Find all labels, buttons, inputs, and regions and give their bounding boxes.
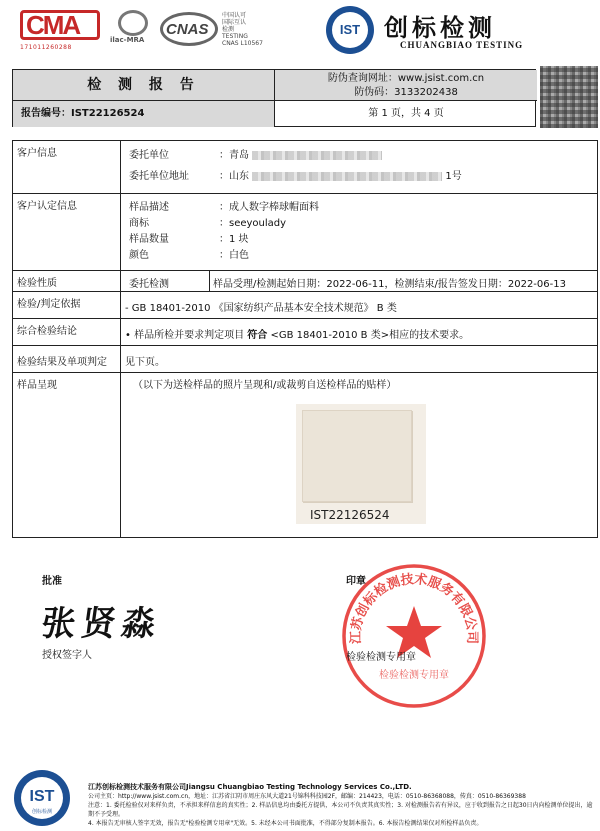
- client-name-redacted: [252, 151, 382, 160]
- company-seal: [338, 560, 490, 712]
- results-row: [13, 346, 597, 373]
- brand-name-cn: 创标检测: [384, 14, 496, 42]
- footer-logo-text: IST: [29, 788, 55, 805]
- footer-note-2: 4. 本报告无审核人签字无效，报告无"检验检测专用章"无效。5. 未经本公司书面批准，不得部分复制本报告。6. 本报告检测结果仅对所检样品负责。: [88, 820, 483, 827]
- ilac-text: ilac-MRA: [110, 36, 145, 44]
- ilac-ring-icon: [118, 10, 148, 36]
- sample-brand-key: 商标: [129, 218, 149, 229]
- seal-use-label: 检验检测专用章: [346, 652, 416, 663]
- sample-fabric-image: [302, 410, 412, 502]
- anti-fake-code: 防伪码：3133202438: [354, 87, 458, 98]
- test-dates: 样品受理/检测起始日期：2022-06-11，检测结束/报告签发日期：2022-06-13: [213, 279, 566, 290]
- conclusion-value: [125, 326, 469, 341]
- test-type: 委托检测: [129, 279, 169, 290]
- cma-logo-text: CMA: [26, 10, 80, 40]
- cnas-logo: [160, 8, 280, 52]
- footer-logo-ring: [14, 770, 70, 826]
- test-basis-row: [13, 292, 597, 319]
- page-header: [0, 0, 600, 64]
- ist-logo-text: IST: [339, 22, 361, 37]
- signer-label: 授权签字人: [42, 650, 92, 661]
- client-value-text: ：青岛: [219, 150, 249, 161]
- sample-desc-value: ：成人数字棒球帽面料: [219, 202, 319, 213]
- conclusion-pass: 符合: [247, 330, 268, 341]
- results-value: 见下页。: [125, 357, 165, 368]
- footer-ist-logo: [8, 770, 78, 826]
- footer-note-1: 注意：1. 委托检验仅对来样负责，不承担来样信息的真实性；2. 样品信息均由委托方提供，本公司不负责其真实性；3. 对检测报告若有异议，应于收到报告之日起30日内向检测单位提出，逾期不予受理。: [88, 802, 593, 818]
- cma-logo: [20, 10, 110, 54]
- sample-desc-key: 样品描述: [129, 202, 169, 213]
- customer-info-row: [13, 141, 597, 194]
- test-basis-value: - GB 18401-2010 《国家纺织产品基本安全技术规范》 B 类: [125, 303, 397, 314]
- sample-color-key: 颜色: [129, 250, 149, 261]
- address-value-text: ：山东: [219, 171, 249, 182]
- client-key: 委托单位: [129, 150, 169, 161]
- conclusion-text-pre: • 样品所检并要求判定项目: [125, 330, 248, 341]
- approve-label: 批准: [42, 576, 62, 587]
- anti-fake-site: 防伪查询网址：www.jsist.com.cn: [327, 73, 485, 84]
- report-head-table: [12, 69, 536, 127]
- client-value: [219, 146, 382, 161]
- results-label: 检验结果及单项判定: [13, 346, 121, 372]
- report-title: 检 测 报 告: [13, 70, 275, 101]
- footer-text: [88, 782, 594, 828]
- conclusion-row: [13, 319, 597, 346]
- test-basis-label: 检验/判定依据: [13, 292, 121, 318]
- report-number: 报告编号：IST22126524: [13, 101, 275, 127]
- qr-code: [540, 66, 598, 128]
- cma-number: 171011260288: [20, 44, 72, 51]
- address-key: 委托单位地址: [129, 171, 189, 182]
- cnas-text: CNAS: [166, 21, 209, 38]
- conclusion-text-post: <GB 18401-2010 B 类>相应的技术要求。: [267, 330, 470, 341]
- ist-logo: [326, 6, 374, 54]
- brand-name-en: CHUANGBIAO TESTING: [400, 40, 524, 50]
- sample-info-label: 客户认定信息: [13, 194, 121, 270]
- seal-bottom-text: 检验检测专用章: [379, 670, 449, 681]
- ilac-mra-logo: [110, 10, 160, 46]
- sample-color-value: ：白色: [219, 250, 249, 261]
- presentation-label: 样品呈现: [13, 373, 121, 537]
- sample-qty-value: ：1 块: [219, 234, 249, 245]
- nature-divider: [209, 271, 210, 291]
- conclusion-label: 综合检验结论: [13, 319, 121, 345]
- sample-info-row: [13, 194, 597, 271]
- presentation-note: （以下为送检样品的照片呈现和/或裁剪自送检样品的贴样）: [133, 380, 397, 391]
- address-redacted: [252, 172, 442, 181]
- page-indicator: 第 1 页，共 4 页: [368, 108, 444, 119]
- footer-logo-sub: 创标检测: [31, 809, 52, 815]
- footer-company: 江苏创标检测技术服务有限公司Jiangsu Chuangbiao Testing Technology Services Co.,LTD.: [88, 783, 412, 791]
- sample-photo-id: IST22126524: [310, 508, 390, 522]
- customer-info-label: 客户信息: [13, 141, 121, 193]
- seal-label: 印章: [346, 576, 366, 587]
- sample-brand-value: ：seeyoulady: [219, 218, 287, 229]
- signature: 张贤淼: [38, 604, 165, 644]
- address-tail: 1号: [445, 171, 462, 182]
- test-nature-row: [13, 271, 597, 292]
- seal-ring-text: 江苏创标检测技术服务有限公司: [348, 572, 480, 645]
- anti-fake-info: [275, 70, 537, 101]
- sample-qty-key: 样品数量: [129, 234, 169, 245]
- test-nature-label: 检验性质: [13, 271, 121, 291]
- sample-photo: [296, 404, 426, 524]
- footer-contact: 公司主页：http://www.jsist.com.cn，地址：江苏省江阴市周庄东风大道21号锦科科技园2F，邮编：214423，电话：0510-86368088，传真：0510-86369388: [88, 793, 526, 800]
- address-value: [219, 167, 462, 182]
- cnas-side-text: 中国认可 国际互认 检测 TESTING CNAS L10567: [222, 12, 263, 47]
